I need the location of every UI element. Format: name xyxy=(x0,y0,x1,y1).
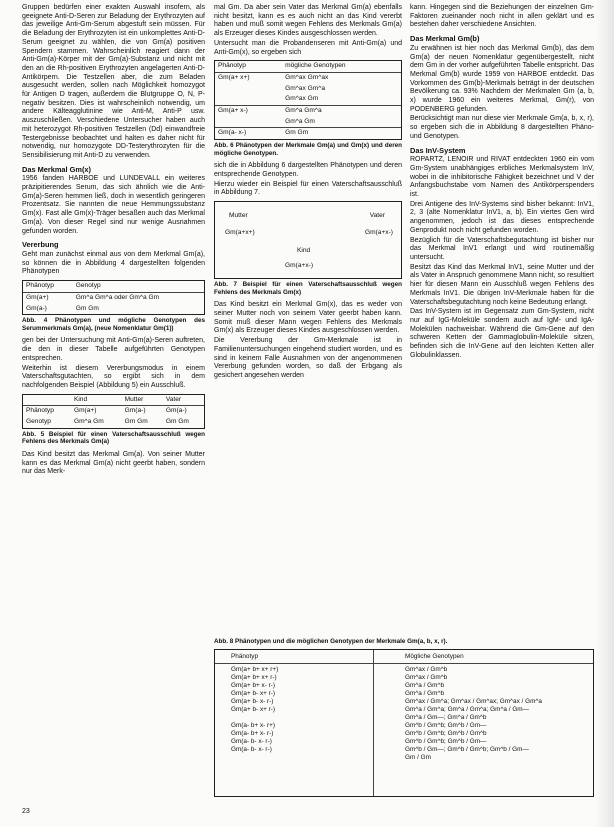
list-item: Gm^a / Gm—; Gm^a / Gm^b xyxy=(405,713,487,721)
paragraph: Zu erwähnen ist hier noch das Merkmal Gm(b), das dem Gm(a) der neuen Nomenklatur gegenübergestellt, nicht dem Gm in der vorher aufgeführten Tabelle entspricht. Das Merkmal Gm(b) wurde 1959 von HARBOE entdeckt. Das Vorkommen des Gm(b)-Merkmals beträgt in der deutschen Bevölkerung ca. 93% Nachdem der Merkmalen Gm (a, b, x) wurde 1960 ein weiteres Merkmal, Gm(r), von PODENBERG gefunden. xyxy=(410,44,594,113)
table-cell xyxy=(215,117,282,128)
genotype-list xyxy=(405,666,542,762)
list-item: Gm^b / Gm^b; Gm^b / Gm— xyxy=(405,721,487,729)
list-item: Gm(a+ b+ x+ r+) xyxy=(231,665,279,673)
list-item: Gm(a- b- x- r-) xyxy=(231,745,272,753)
table-cell: Genotyp xyxy=(26,418,51,426)
section-heading-vererbung: Vererbung xyxy=(22,240,59,250)
paragraph: ROPARTZ, LENOIR und RIVAT entdeckten 1960 ein vom Gm-System unabhängiges erbliches Merkmalsystem InV, wobei in die inhibitorische Fähigkeit bezeichnet und V der Anfangsbuchstabe vom Namen des Antikörperspenders ist. xyxy=(410,156,594,199)
page-edge-shadow xyxy=(596,0,614,827)
table-cell xyxy=(215,84,282,95)
figure-4-caption: Abb. 4 Phänotypen und mögliche Genotypen des Serummerkmals Gm(a), (neue Nomenklatur Gm(1)) xyxy=(22,317,205,332)
table-header-genotype: Mögliche Genotypen xyxy=(405,652,464,660)
table-cell xyxy=(215,94,282,105)
list-item: Gm^b / Gm^b; Gm^b / Gm^b xyxy=(405,729,487,737)
list-item: Gm(a- b+ x- r+) xyxy=(231,721,276,729)
list-item: Gm^a / Gm^a; Gm^a / Gm^a; Gm^a / Gm— xyxy=(405,705,530,713)
section-heading-inv: Das InV-System xyxy=(410,145,466,155)
table-cell: Gm^a Gm^a oder Gm^a Gm xyxy=(75,293,160,301)
paragraph: Das Kind besitzt das Merkmal Gm(a). Von seiner Mutter kann es das Merkmal Gm(a) nicht geerbt haben, sondern nur das Merk- xyxy=(22,450,205,476)
child-label: Kind xyxy=(297,247,311,255)
mother-label: Mutter xyxy=(229,212,248,220)
column-divider xyxy=(373,650,374,796)
paragraph: Die Vererbung der Gm-Merkmale ist in Familienuntersuchungen eingehend studiert worden, und es sind in keinem Falle Ausnahmen von der angenommenen Vererbung gefunden worden, so daß der Erbgang als gesichert angesehen werden xyxy=(214,337,402,379)
table-header: Vater xyxy=(165,395,182,403)
table-cell: Gm^a Gm xyxy=(73,418,104,426)
paragraph: mal Gm. Da aber sein Vater das Merkmal Gm(a) ebenfalls nicht besitzt, kann es es auch nicht an das Kind vererbt haben und muß somit wegen Fehlens des Merkmals Gm(a) als Erzeuger dieses Kindes ausgeschlossen werden. xyxy=(214,4,402,38)
table-header: mögliche Genotypen xyxy=(285,62,346,70)
table-cell: Gm(a-) xyxy=(124,407,146,415)
child-value: Gm(a+x-) xyxy=(285,262,314,270)
figure-4-table xyxy=(22,280,205,315)
table-cell: Gm Gm xyxy=(165,418,189,426)
paragraph: Untersucht man die Probandenseren mit Anti-Gm(a) und Anti-Gm(x), so ergeben sich xyxy=(214,39,402,56)
table-header: Phänotyp xyxy=(218,62,246,70)
table-cell: Gm(a+) xyxy=(73,407,97,415)
text-column-1 xyxy=(22,4,205,478)
paragraph: Gruppen bedürfen einer exakten Auswahl insofern, als geeignete Anti-D-Seren zur Beladung der Erythrozyten auf das jeweilige Anti-Gm-Serum abgestuft sein müssen. Für die Beladung der Erythrozyten ist ein unkomplettes Anti-D-Serum geeignet zu wählen, die von Gm(a) positiven Spendern stammen. Wahrscheinlich reagiert dann der Anti-Gm(a)-Körper mit der Gm(a)-Substanz und nicht mit den an die Rh-positiven Erythrozyten angelagerten Anti-D-Antikörpern. Die Testzellen aber, die zum Beladen ausgesucht werden, sollen nach Möglichkeit homozygot für Antigen D tragen, außerdem die Blutgruppe O, N, P-negativ besitzen. Dies ist wahrscheinlich notwendig, um andere Kälteagglutinine wie Anti-M, Anti-P usw. auszuschließen. Verschiedene Untersucher haben auch mit heterozygot Rh-positiven Testzellen (Dd) einwandfreie Testergebnisse beobachtet und halten es daher nicht für notwendig, nur homozygote DD-Testerythrozyten für die Sensibilisierung mit Anti-D zu verwenden. xyxy=(22,4,205,159)
table-cell: Gm(a+ x+) xyxy=(218,73,250,81)
table-cell: Gm(a-) xyxy=(165,407,187,415)
list-item: Gm(a+ b- x+ r-) xyxy=(231,705,276,713)
paragraph: 1956 fanden HARBOE und LUNDEVALL ein weiteres präzipitierendes Serum, das sich ähnlich wie die Anti-Gm(a)-Seren hemmen ließ, doch in wesentlich geringeren Prozentsatz. Sie nannten die neue Hemmungssubstanz Gm(x). Fast alle Gm(x)-Träger besaßen auch das Merkmal Gm(a). Von dieser Regel sind nur wenige Ausnahmen gefunden worden. xyxy=(22,175,205,235)
figure-8-caption: Abb. 8 Phänotypen und die möglichen Genotypen der Merkmale Gm(a, b, x, r). xyxy=(214,638,448,645)
father-value: Gm(a+x-) xyxy=(364,229,393,237)
list-item: Gm^ax / Gm^b xyxy=(405,673,448,681)
list-item: Gm(a+ b+ x- r-) xyxy=(231,681,276,689)
table-cell: Gm^ax Gm^a xyxy=(285,84,325,92)
table-cell: Gm^ax Gm xyxy=(285,95,319,103)
text-column-3 xyxy=(410,4,594,361)
phenotype-list xyxy=(231,666,278,754)
paragraph: Drei Antigene des InV-Systems sind bisher bekannt: InV1, 2, 3 (alte Nomenklatur InV1, a, b). Ein viertes Gen wird angenommen, jedoch ist das dieses entsprechende Genprodukt noch nicht gefunden worden. xyxy=(410,200,594,234)
paragraph: gen bei der Untersuchung mit Anti-Gm(a)-Seren auftreten, die den in dieser Tabelle aufgeführten Genotypen entsprechen. xyxy=(22,337,205,362)
table-cell: Gm^a Gm^a xyxy=(285,107,322,115)
list-item: Gm^b / Gm—; Gm^b / Gm^b; Gm^b / Gm— xyxy=(405,745,529,753)
paragraph: Das InV-System ist im Gegensatz zum Gm-System, nicht nur auf IgG-Moleküle sondern auch auf IgM- und IgA-Molekülen nachweisbar. Während die Gm-Gene auf den schweren Ketten der Gammaglobulin-Moleküle sitzen, befinden sich die InV-Gene auf den leichten Ketten aller Globulinklassen. xyxy=(410,308,594,359)
figure-6-caption: Abb. 6 Phänotypen der Merkmale Gm(a) und Gm(x) und deren mögliche Genotypen. xyxy=(214,142,402,157)
text-column-2 xyxy=(214,4,402,382)
list-item: Gm(a+ b+ x+ r-) xyxy=(231,673,277,681)
table-cell: Gm(a-) xyxy=(26,304,47,312)
figure-7-caption: Abb. 7 Beispiel für einen Vaterschaftsausschluß wegen Fehlens des Merkmals Gm(x) xyxy=(214,281,402,296)
list-item: Gm^a / Gm^b xyxy=(405,689,445,697)
header-divider xyxy=(215,663,593,664)
table-cell: Gm^ax Gm^ax xyxy=(285,73,329,81)
figure-8-table xyxy=(214,638,594,797)
list-item: Gm / Gm xyxy=(405,753,431,761)
paragraph: Geht man zunächst einmal aus von dem Merkmal Gm(a), so können die in Abbildung 4 dargestellten folgenden Phänotypen xyxy=(22,250,205,276)
figure-8-frame xyxy=(214,649,594,797)
paragraph: Besitzt das Kind das Merkmal InV1, seine Mutter und der als Vater in Anspruch genommene Mann nicht, so resultiert hier für diesen Mann ein Ausschluß wegen Fehlens des Merkmals InV1. Die übrigen InV-Merkmale haben für die Vaterschaftsbegutachtung noch keine Bedeutung erlangt. xyxy=(410,263,594,306)
paragraph: Das Kind besitzt ein Merkmal Gm(x), das es weder von seiner Mutter noch von seinem Vater geerbt haben kann. Somit muß dieser Mann wegen Fehlens des Merkmals Gm(x) als Erzeuger dieses Kindes ausgeschlossen werden. xyxy=(214,301,402,335)
section-heading-gmb: Das Merkmal Gm(b) xyxy=(410,34,480,44)
table-cell: Gm^a Gm xyxy=(285,117,315,125)
table-header: Kind xyxy=(73,395,88,403)
figure-5-table xyxy=(22,394,205,429)
table-header xyxy=(23,395,71,406)
table-header: Phänotyp xyxy=(26,282,54,290)
father-label: Vater xyxy=(369,212,385,220)
page-number: 23 xyxy=(22,808,30,815)
paragraph: kann. Hingegen sind die Beziehungen der einzelnen Gm-Faktoren zueinander noch nicht in allen geklärt und es bestehen daher verschiedene Ansichten. xyxy=(410,4,594,29)
list-item: Gm^a / Gm^b xyxy=(405,681,445,689)
figure-5-caption: Abb. 5 Beispiel für einen Vaterschaftsausschluß wegen Fehlens des Merkmals Gm(a) xyxy=(22,430,205,446)
paragraph: Berücksichtigt man nur diese vier Merkmale Gm(a, b, x, r), so ergeben sich die in Abbildung 8 dargestellten Phäno- und Genotypen. xyxy=(410,115,594,140)
mother-value: Gm(a+x+) xyxy=(225,229,255,237)
list-item: Gm^ax / Gm^b xyxy=(405,665,448,673)
table-cell: Gm(a+) xyxy=(26,293,49,301)
list-item: Gm(a+ b- x+ r-) xyxy=(231,689,276,697)
section-heading-gmx: Das Merkmal Gm(x) xyxy=(22,164,92,174)
list-item: Gm^ax / Gm^a; Gm^ax / Gm^ax; Gm^ax / Gm^a xyxy=(405,697,542,705)
table-cell: Phänotyp xyxy=(26,407,54,415)
table-header: Genotyp xyxy=(75,282,101,290)
figure-7-diagram xyxy=(214,201,402,279)
table-cell: Gm(a+ x-) xyxy=(218,107,248,115)
table-cell: Gm Gm xyxy=(124,418,148,426)
table-cell: Gm Gm xyxy=(285,129,309,137)
paragraph: Bezüglich für die Vaterschaftsbegutachtung ist bisher nur das Merkmal InV1 erlangt und wird routinemäßig untersucht. xyxy=(410,236,594,261)
list-item: Gm(a- b+ x- r-) xyxy=(231,729,274,737)
table-cell: Gm(a- x-) xyxy=(218,129,247,137)
paragraph: Hierzu wieder ein Beispiel für einen Vaterschaftsausschluß in Abbildung 7. xyxy=(214,180,402,197)
paragraph: sich die in Abbildung 6 dargestellten Phänotypen und deren entsprechende Genotypen. xyxy=(214,162,402,179)
table-cell: Gm Gm xyxy=(75,304,99,312)
figure-6-table xyxy=(214,60,402,140)
table-header: Mutter xyxy=(124,395,144,403)
list-item xyxy=(231,714,278,722)
list-item: Gm^b / Gm^b; Gm^b / Gm— xyxy=(405,737,487,745)
list-item: Gm(a+ b- x- r-) xyxy=(231,697,274,705)
paragraph: Weiterhin ist diesem Vererbungsmodus in einem Vaterschaftsgutachten, so ergibt sich in dem nachfolgenden Beispiel (Abbildung 5) ein Ausschluß. xyxy=(22,364,205,389)
table-header-phenotype: Phänotyp xyxy=(231,652,259,660)
list-item: Gm(a- b- x- r-) xyxy=(231,737,272,745)
